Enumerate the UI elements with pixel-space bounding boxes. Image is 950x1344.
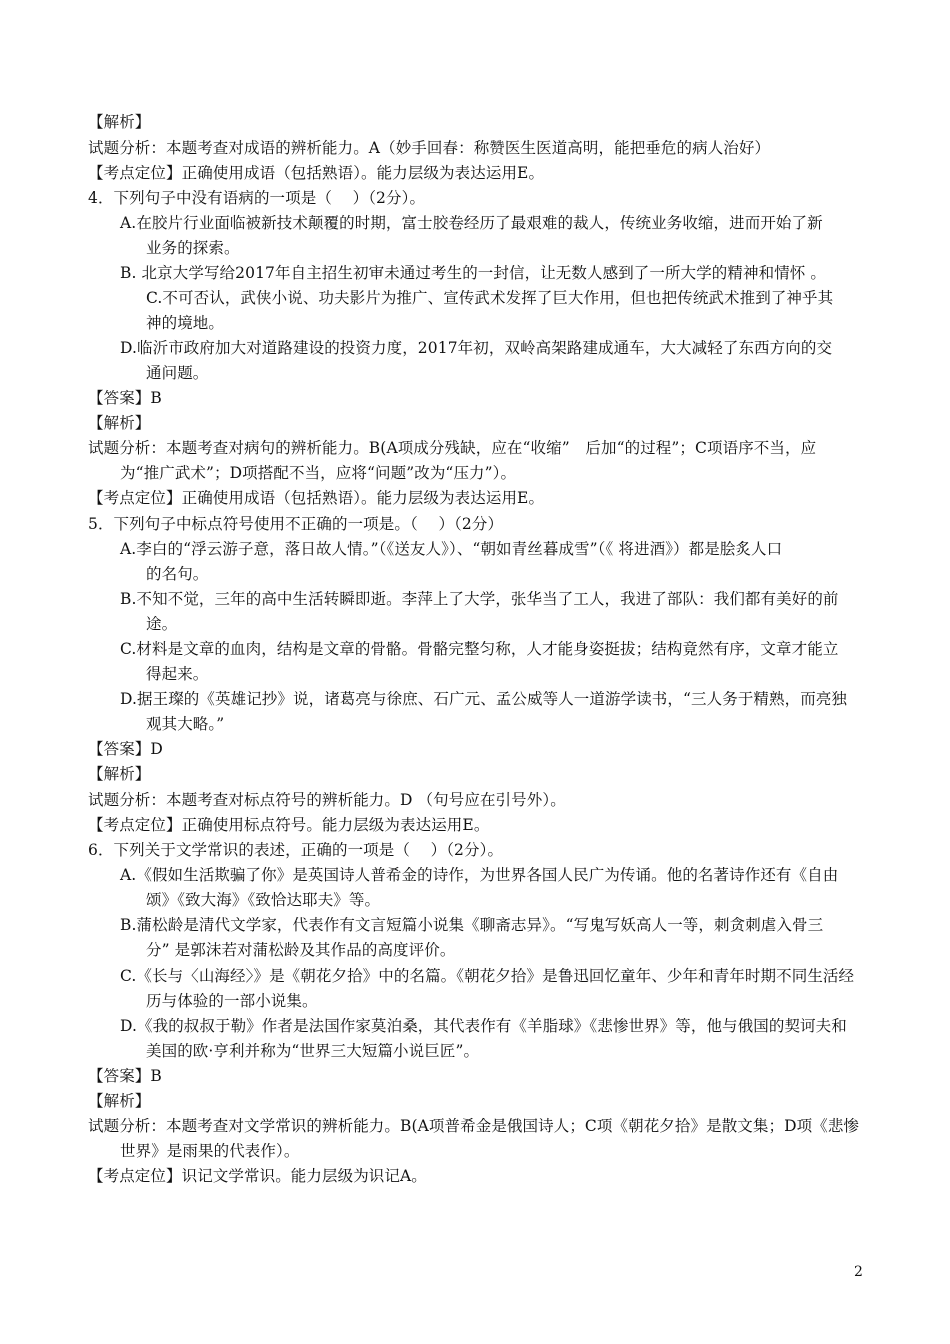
analysis-text: 试题分析：本题考查对成语的辨析能力。A（妙手回春：称赞医生医道高明，能把垂危的病人治好）: [88, 139, 771, 157]
option-b: B.不知不觉，三年的高中生活转瞬即逝。李萍上了大学，张华当了工人，我进了部队：我们都有美好的前: [120, 590, 839, 608]
key-point: 【考点定位】正确使用成语（包括熟语）。能力层级为表达运用E。: [88, 164, 545, 182]
option-a-cont: 业务的探索。: [146, 239, 240, 257]
option-c-cont: 神的境地。: [146, 314, 225, 332]
answer-label: 【答案】B: [88, 1067, 162, 1085]
option-b: B.蒲松龄是清代文学家，代表作有文言短篇小说集《聊斋志异》。“写鬼写妖高人一等，刺贪刺虐入骨三: [120, 916, 824, 934]
analysis-label: 【解析】: [88, 414, 151, 432]
analysis-text-cont: 为“推广武术”；D项搭配不当，应将“问题”改为“压力”）。: [120, 464, 517, 482]
option-a: A.《假如生活欺骗了你》是英国诗人普希金的诗作，为世界各国人民广为传诵。他的名著诗作还有《自由: [120, 866, 839, 884]
option-a-cont: 的名句。: [146, 565, 209, 583]
analysis-label: 【解析】: [88, 1092, 151, 1110]
option-a: A.在胶片行业面临被新技术颠覆的时期，富士胶卷经历了最艰难的裁人，传统业务收缩，进而开始了新: [120, 214, 823, 232]
question-6: 6．下列关于文学常识的表述，正确的一项是（ ）（2分）。: [88, 841, 504, 859]
key-point: 【考点定位】正确使用标点符号。能力层级为表达运用E。: [88, 816, 490, 834]
question-5: 5．下列句子中标点符号使用不正确的一项是。（ ）（2分）: [88, 515, 504, 533]
option-c: C.《长与〈山海经〉》是《朝花夕拾》中的名篇。《朝花夕拾》是鲁迅回忆童年、少年和青年时期不同生活经: [120, 967, 855, 985]
answer-label: 【答案】B: [88, 389, 162, 407]
page-number: 2: [854, 1264, 863, 1280]
key-point: 【考点定位】识记文学常识。能力层级为识记A。: [88, 1167, 427, 1185]
option-b-cont: 分” 是郭沫若对蒲松龄及其作品的高度评价。: [146, 941, 456, 959]
analysis-text: 试题分析：本题考查对标点符号的辨析能力。D （句号应在引号外）。: [88, 791, 566, 809]
option-d: D.据王璨的《英雄记抄》说，诸葛亮与徐庶、石广元、孟公威等人一道游学读书，“三人务于精熟，而亮独: [120, 690, 848, 708]
analysis-text: 试题分析：本题考查对病句的辨析能力。B(A项成分残缺，应在“收缩” 后加“的过程”；C项语序不当，应: [88, 439, 817, 457]
option-c: C.不可否认，武侠小说、功夫影片为推广、宣传武术发挥了巨大作用，但也把传统武术推到了神乎其: [146, 289, 834, 307]
analysis-label: 【解析】: [88, 765, 151, 783]
option-a-cont: 颂》《致大海》《致恰达耶夫》等。: [146, 891, 381, 909]
key-point: 【考点定位】正确使用成语（包括熟语）。能力层级为表达运用E。: [88, 489, 545, 507]
option-d-cont: 美国的欧·亨利并称为“世界三大短篇小说巨匠”。: [146, 1042, 480, 1060]
analysis-text: 试题分析：本题考查对文学常识的辨析能力。B(A项普希金是俄国诗人；C项《朝花夕拾》是散文集；D项《悲惨: [88, 1117, 860, 1135]
option-d: D.临沂市政府加大对道路建设的投资力度，2017年初，双岭高架路建成通车，大大减轻了东西方向的交: [120, 339, 833, 357]
option-b: B. 北京大学写给2017年自主招生初审未通过考生的一封信，让无数人感到了一所大学的精神和情怀 。: [120, 264, 827, 282]
analysis-text-cont: 世界》是雨果的代表作）。: [120, 1142, 300, 1160]
question-4: 4．下列句子中没有语病的一项是（ ）（2分）。: [88, 189, 426, 207]
option-d-cont: 观其大略。”: [146, 715, 225, 733]
option-a: A.李白的“浮云游子意，落日故人情。”（《送友人》）、“朝如青丝暮成雪”（《 将进酒》）都是脍炙人口: [120, 540, 783, 558]
answer-label: 【答案】D: [88, 740, 163, 758]
option-c-cont: 得起来。: [146, 665, 209, 683]
option-c-cont: 历与体验的一部小说集。: [146, 992, 318, 1010]
option-d: D.《我的叔叔于勒》作者是法国作家莫泊桑，其代表作有《羊脂球》《悲惨世界》等，他与俄国的契诃夫和: [120, 1017, 847, 1035]
option-b-cont: 途。: [146, 615, 178, 633]
analysis-label: 【解析】: [88, 113, 151, 131]
option-d-cont: 通问题。: [146, 364, 209, 382]
option-c: C.材料是文章的血肉，结构是文章的骨骼。骨骼完整匀称，人才能身姿挺拔；结构竟然有序，文章才能立: [120, 640, 839, 658]
